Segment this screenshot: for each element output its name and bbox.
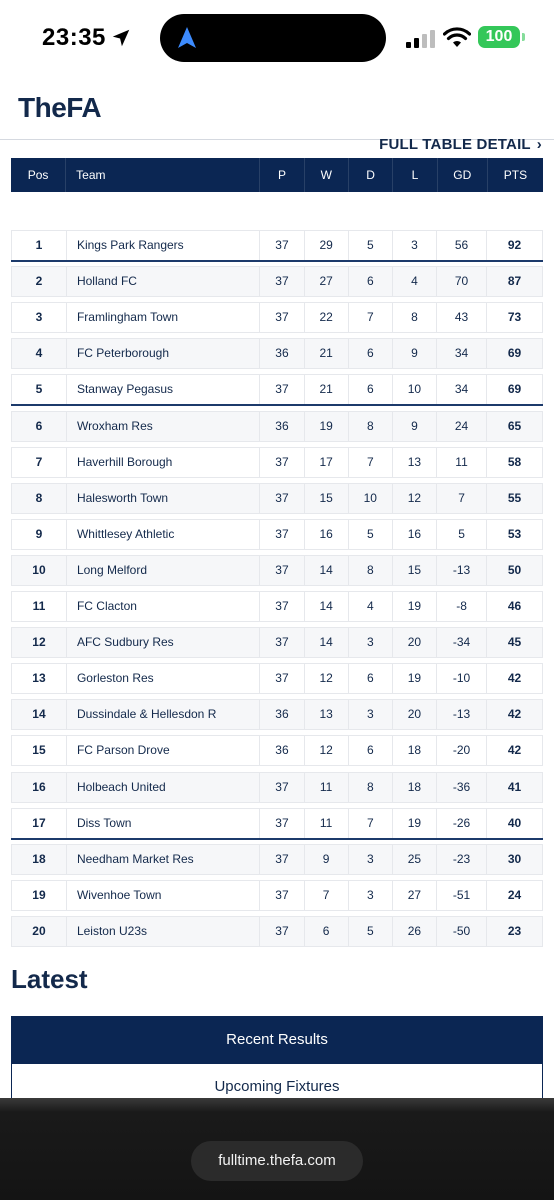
table-row[interactable]: [11, 916, 543, 947]
row-played: 37: [259, 917, 303, 946]
row-position: 20: [32, 923, 46, 938]
row-won: 22: [304, 303, 348, 332]
row-lost: 15: [392, 556, 436, 585]
row-points: 42: [486, 736, 542, 765]
row-goal-difference: 5: [436, 520, 486, 549]
row-won: 6: [304, 917, 348, 946]
row-lost: 16: [392, 520, 436, 549]
row-played: 37: [259, 664, 303, 693]
location-arrow-icon: [110, 27, 132, 49]
row-drawn: 6: [348, 267, 392, 296]
table-row[interactable]: [11, 519, 543, 550]
row-team-name: Dussindale & Hellesdon R: [66, 700, 259, 729]
row-won: 29: [304, 231, 348, 260]
row-position: 5: [35, 382, 43, 397]
row-goal-difference: 34: [436, 375, 486, 404]
chevron-right-icon: ›: [536, 137, 542, 153]
row-won: 16: [304, 520, 348, 549]
row-goal-difference: -13: [436, 700, 486, 729]
row-goal-difference: 7: [436, 484, 486, 513]
status-time: 23:35: [42, 24, 106, 51]
row-played: 37: [259, 520, 303, 549]
row-lost: 27: [392, 881, 436, 910]
table-row[interactable]: [11, 735, 543, 766]
row-goal-difference: -26: [436, 809, 486, 838]
row-drawn: 8: [348, 556, 392, 585]
row-team-name: Wroxham Res: [66, 412, 259, 441]
row-won: 9: [304, 845, 348, 874]
row-lost: 19: [392, 809, 436, 838]
table-row[interactable]: [11, 447, 543, 478]
table-row[interactable]: [11, 483, 543, 514]
row-position: 8: [35, 490, 43, 505]
row-played: 37: [259, 809, 303, 838]
row-drawn: 7: [348, 809, 392, 838]
header-played: P: [259, 158, 303, 192]
row-team-name: Haverhill Borough: [66, 448, 259, 477]
latest-heading: Latest: [11, 964, 88, 994]
row-team-name: Needham Market Res: [66, 845, 259, 874]
row-drawn: 7: [348, 303, 392, 332]
row-goal-difference: -51: [436, 881, 486, 910]
row-drawn: 5: [348, 231, 392, 260]
row-played: 37: [259, 484, 303, 513]
row-drawn: 10: [348, 484, 392, 513]
row-team-name: AFC Sudbury Res: [66, 628, 259, 657]
row-played: 37: [259, 448, 303, 477]
row-drawn: 6: [348, 736, 392, 765]
header-team: Team: [65, 158, 259, 192]
row-goal-difference: 11: [436, 448, 486, 477]
table-row[interactable]: [11, 880, 543, 911]
row-team-name: Holbeach United: [66, 773, 259, 802]
row-drawn: 3: [348, 845, 392, 874]
row-team-name: Halesworth Town: [66, 484, 259, 513]
header-drawn: D: [348, 158, 392, 192]
row-drawn: 4: [348, 592, 392, 621]
row-drawn: 3: [348, 700, 392, 729]
row-played: 37: [259, 592, 303, 621]
row-drawn: 3: [348, 628, 392, 657]
row-points: 23: [486, 917, 542, 946]
full-table-detail-label: FULL TABLE DETAIL: [379, 137, 531, 153]
row-points: 50: [486, 556, 542, 585]
row-lost: 20: [392, 628, 436, 657]
row-points: 73: [486, 303, 542, 332]
row-position: 16: [32, 779, 46, 794]
row-position: 6: [35, 418, 43, 433]
row-points: 41: [486, 773, 542, 802]
row-goal-difference: -23: [436, 845, 486, 874]
header-goal-difference: GD: [437, 158, 487, 192]
row-goal-difference: 43: [436, 303, 486, 332]
table-row[interactable]: [11, 230, 543, 261]
row-points: 45: [486, 628, 542, 657]
table-row[interactable]: [11, 627, 543, 658]
row-played: 36: [259, 700, 303, 729]
row-points: 42: [486, 700, 542, 729]
row-drawn: 8: [348, 412, 392, 441]
row-team-name: FC Parson Drove: [66, 736, 259, 765]
row-goal-difference: 24: [436, 412, 486, 441]
league-table: [11, 158, 543, 938]
row-drawn: 6: [348, 664, 392, 693]
row-won: 21: [304, 375, 348, 404]
row-points: 92: [486, 231, 542, 260]
row-drawn: 3: [348, 881, 392, 910]
row-team-name: Whittlesey Athletic: [66, 520, 259, 549]
row-goal-difference: -20: [436, 736, 486, 765]
row-won: 12: [304, 664, 348, 693]
row-won: 7: [304, 881, 348, 910]
row-played: 37: [259, 845, 303, 874]
row-drawn: 7: [348, 448, 392, 477]
row-played: 36: [259, 736, 303, 765]
row-points: 65: [486, 412, 542, 441]
row-position: 18: [32, 851, 46, 866]
row-lost: 26: [392, 917, 436, 946]
row-lost: 13: [392, 448, 436, 477]
table-row[interactable]: [11, 699, 543, 730]
table-row[interactable]: [11, 663, 543, 694]
row-lost: 9: [392, 339, 436, 368]
row-team-name: Stanway Pegasus: [66, 375, 259, 404]
row-team-name: Long Melford: [66, 556, 259, 585]
address-bar[interactable]: fulltime.thefa.com: [191, 1141, 363, 1181]
row-points: 87: [486, 267, 542, 296]
table-row[interactable]: [11, 844, 543, 875]
row-position: 4: [35, 346, 43, 361]
row-played: 36: [259, 412, 303, 441]
row-team-name: FC Clacton: [66, 592, 259, 621]
row-position: 10: [32, 562, 46, 577]
row-goal-difference: -8: [436, 592, 486, 621]
row-points: 46: [486, 592, 542, 621]
row-goal-difference: -13: [436, 556, 486, 585]
row-team-name: Gorleston Res: [66, 664, 259, 693]
table-row[interactable]: [11, 772, 543, 803]
row-played: 36: [259, 339, 303, 368]
row-position: 2: [35, 274, 43, 289]
row-goal-difference: 56: [436, 231, 486, 260]
row-won: 19: [304, 412, 348, 441]
row-points: 30: [486, 845, 542, 874]
row-won: 12: [304, 736, 348, 765]
tab-recent-results[interactable]: Recent Results: [11, 1016, 543, 1064]
table-row[interactable]: [11, 591, 543, 622]
row-lost: 18: [392, 773, 436, 802]
row-lost: 19: [392, 664, 436, 693]
table-row[interactable]: [11, 266, 543, 297]
promotion-relegation-divider: [11, 260, 543, 262]
row-played: 37: [259, 267, 303, 296]
row-position: 17: [32, 815, 46, 830]
row-won: 11: [304, 809, 348, 838]
row-won: 15: [304, 484, 348, 513]
row-position: 15: [32, 743, 46, 758]
header-points: PTS: [487, 158, 543, 192]
row-won: 11: [304, 773, 348, 802]
row-position: 11: [32, 599, 46, 613]
row-played: 37: [259, 231, 303, 260]
row-team-name: Leiston U23s: [66, 917, 259, 946]
dynamic-island: [160, 14, 386, 62]
full-table-detail-link[interactable]: [379, 137, 542, 153]
row-won: 27: [304, 267, 348, 296]
table-row[interactable]: [11, 555, 543, 586]
row-lost: 8: [392, 303, 436, 332]
row-points: 42: [486, 664, 542, 693]
row-lost: 9: [392, 412, 436, 441]
row-lost: 12: [392, 484, 436, 513]
row-points: 55: [486, 484, 542, 513]
row-played: 37: [259, 556, 303, 585]
row-won: 17: [304, 448, 348, 477]
row-position: 9: [35, 526, 43, 541]
row-played: 37: [259, 375, 303, 404]
row-won: 14: [304, 592, 348, 621]
row-position: 14: [32, 707, 46, 722]
row-points: 58: [486, 448, 542, 477]
table-row[interactable]: [11, 411, 543, 442]
row-lost: 4: [392, 267, 436, 296]
row-won: 13: [304, 700, 348, 729]
row-goal-difference: 34: [436, 339, 486, 368]
status-bar: [0, 0, 554, 76]
row-lost: 20: [392, 700, 436, 729]
row-position: 7: [35, 454, 43, 469]
cellular-signal-icon: [406, 30, 436, 48]
row-position: 1: [35, 238, 43, 252]
row-points: 53: [486, 520, 542, 549]
row-played: 37: [259, 303, 303, 332]
row-drawn: 6: [348, 375, 392, 404]
row-drawn: 8: [348, 773, 392, 802]
row-played: 37: [259, 881, 303, 910]
promotion-relegation-divider: [11, 838, 543, 840]
row-lost: 19: [392, 592, 436, 621]
row-goal-difference: -50: [436, 917, 486, 946]
row-points: 40: [486, 809, 542, 838]
row-goal-difference: 70: [436, 267, 486, 296]
row-played: 37: [259, 628, 303, 657]
header-won: W: [304, 158, 348, 192]
row-lost: 3: [392, 231, 436, 260]
wifi-icon: [443, 27, 471, 49]
row-won: 14: [304, 556, 348, 585]
battery-indicator: 100: [478, 26, 520, 48]
row-points: 69: [486, 375, 542, 404]
row-won: 21: [304, 339, 348, 368]
row-goal-difference: -10: [436, 664, 486, 693]
tab-upcoming-fixtures[interactable]: Upcoming Fixtures: [11, 1064, 543, 1108]
row-played: 37: [259, 773, 303, 802]
row-team-name: Kings Park Rangers: [66, 231, 259, 260]
row-points: 24: [486, 881, 542, 910]
row-position: 12: [32, 635, 46, 650]
row-team-name: Wivenhoe Town: [66, 881, 259, 910]
row-points: 69: [486, 339, 542, 368]
table-row[interactable]: [11, 374, 543, 405]
row-lost: 25: [392, 845, 436, 874]
table-row[interactable]: [11, 302, 543, 333]
row-goal-difference: -36: [436, 773, 486, 802]
row-lost: 10: [392, 375, 436, 404]
row-goal-difference: -34: [436, 628, 486, 657]
row-team-name: Framlingham Town: [66, 303, 259, 332]
row-won: 14: [304, 628, 348, 657]
table-header: [11, 158, 543, 192]
navigation-arrow-icon: [176, 26, 198, 50]
promotion-relegation-divider: [11, 404, 543, 406]
row-drawn: 5: [348, 520, 392, 549]
header-lost: L: [392, 158, 436, 192]
row-team-name: FC Peterborough: [66, 339, 259, 368]
row-position: 3: [35, 310, 43, 325]
header-pos: Pos: [27, 168, 49, 182]
row-drawn: 5: [348, 917, 392, 946]
row-lost: 18: [392, 736, 436, 765]
table-row[interactable]: [11, 338, 543, 369]
thefa-logo[interactable]: TheFA: [18, 92, 102, 123]
row-team-name: Diss Town: [66, 809, 259, 838]
table-row[interactable]: [11, 808, 543, 839]
row-drawn: 6: [348, 339, 392, 368]
row-position: 13: [32, 671, 46, 686]
row-team-name: Holland FC: [66, 267, 259, 296]
row-position: 19: [32, 887, 46, 902]
battery-tip: [522, 33, 525, 41]
